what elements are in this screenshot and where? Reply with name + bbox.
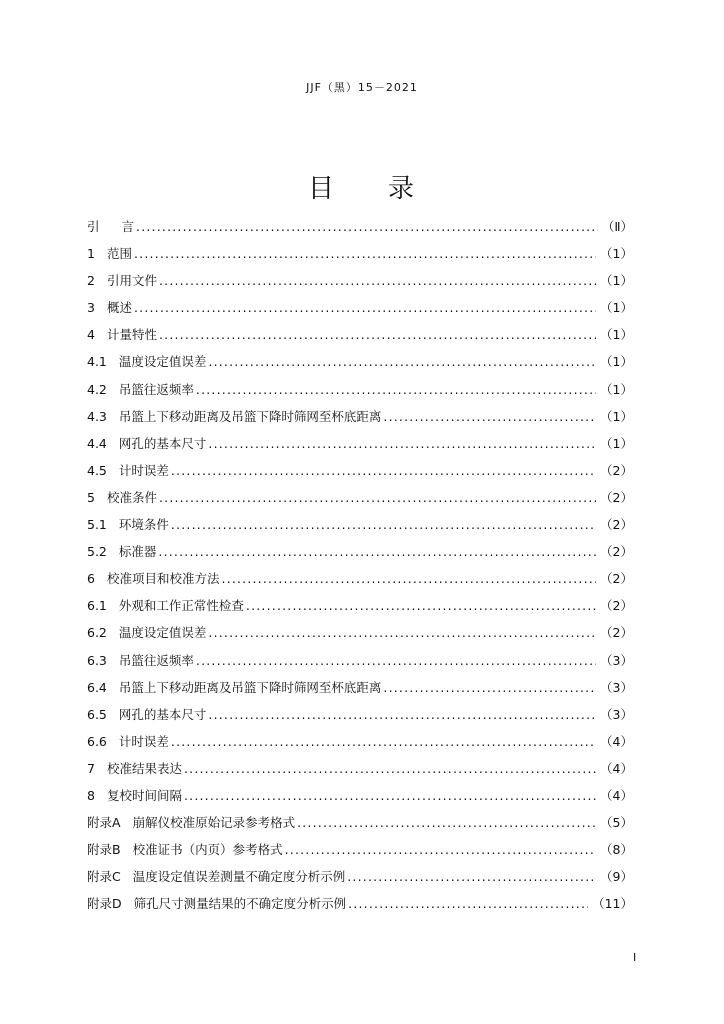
toc-entry-number: 6.4 [87, 679, 107, 695]
toc-leader-dots [136, 219, 598, 234]
toc-leader-dots [383, 680, 596, 695]
toc-entry-title: 筛孔尺寸测量结果的不确定度分析示例 [133, 896, 347, 912]
toc-entry-number: 4.4 [87, 435, 107, 451]
toc-entry[interactable] [87, 515, 633, 542]
toc-entry-number: 6.3 [87, 652, 107, 668]
toc-entry-page: （11） [592, 896, 633, 912]
toc-entry[interactable] [87, 705, 633, 732]
toc-entry[interactable] [87, 732, 633, 759]
toc-entry[interactable] [87, 488, 633, 515]
toc-entry-number: 6.5 [87, 706, 107, 722]
toc-entry-page: （2） [600, 571, 633, 587]
toc-entry-number: 引 [87, 219, 100, 234]
toc-title-char-2: 录 [388, 174, 417, 204]
toc-entry-page: （1） [600, 273, 633, 289]
toc-entry-title: 校准项目和校准方法 [106, 571, 220, 587]
toc-entry-number: 6.6 [87, 733, 107, 749]
toc-entry-title: 复校时间间隔 [106, 787, 182, 803]
toc-entry-page: （1） [600, 354, 633, 370]
toc-leader-dots [285, 842, 596, 857]
toc-entry-title: 吊篮往返频率 [118, 381, 194, 397]
toc-entry[interactable] [87, 596, 633, 623]
toc-entry-title: 计时误差 [118, 462, 169, 478]
toc-title [0, 168, 724, 205]
toc-entry[interactable] [87, 271, 633, 298]
toc-entry[interactable] [87, 678, 633, 705]
toc-entry[interactable] [87, 894, 633, 921]
toc-leader-dots [383, 409, 596, 424]
toc-entry-title: 计量特性 [106, 327, 157, 343]
toc-entry-page: （2） [600, 489, 633, 505]
toc-leader-dots [348, 896, 588, 911]
page-number: I [633, 951, 637, 964]
toc-entry-page: （4） [600, 733, 633, 749]
toc-leader-dots [208, 354, 596, 369]
toc-leader-dots [184, 788, 596, 803]
toc-entry-title: 网孔的基本尺寸 [118, 706, 207, 722]
toc-leader-dots [171, 463, 596, 478]
toc-entry[interactable] [87, 298, 633, 325]
toc-leader-dots [347, 869, 596, 884]
toc-entry-number: 附录D [87, 896, 122, 912]
toc-entry-title: 温度设定值误差 [118, 354, 207, 370]
toc-entry-number: 附录A [87, 815, 121, 831]
toc-entry-title: 崩解仪校准原始记录参考格式 [132, 815, 296, 831]
toc-entry[interactable] [87, 840, 633, 867]
toc-entry-number: 6.2 [87, 625, 107, 641]
toc-entry[interactable] [87, 786, 633, 813]
toc-entry[interactable] [87, 352, 633, 379]
toc-entry-page: （2） [600, 544, 633, 560]
toc-entry-page: （1） [600, 381, 633, 397]
toc-entry-title: 网孔的基本尺寸 [118, 435, 207, 451]
toc-leader-dots [134, 246, 596, 261]
toc-entry-page: （9） [600, 869, 633, 885]
toc-entry-page: （4） [600, 787, 633, 803]
toc-entry-number: 2 [87, 273, 95, 289]
toc-entry-title: 温度设定值误差测量不确定度分析示例 [132, 869, 346, 885]
toc-entry-page: （Ⅱ） [601, 219, 633, 234]
toc-entry-page: （4） [600, 760, 633, 776]
toc-leader-dots [246, 598, 596, 613]
toc-leader-dots [297, 815, 596, 830]
toc-entry-title: 范围 [106, 246, 132, 262]
toc-leader-dots [208, 707, 596, 722]
toc-entry[interactable] [87, 813, 633, 840]
toc-entry-page: （8） [600, 842, 633, 858]
document-code-header: JJF（黑）15－2021 [306, 81, 418, 94]
toc-entry-title: 计时误差 [118, 733, 169, 749]
toc-leader-dots [184, 761, 596, 776]
toc-entry-number: 5.1 [87, 517, 107, 533]
toc-entry-number: 5 [87, 489, 95, 505]
toc-leader-dots [134, 300, 596, 315]
toc-entry-title: 吊篮往返频率 [118, 652, 194, 668]
toc-entry-title: 外观和工作正常性检查 [118, 598, 244, 614]
toc-leader-dots [208, 436, 596, 451]
toc-leader-dots [171, 734, 596, 749]
toc-entry-title: 吊篮上下移动距离及吊篮下降时筛网至杯底距离 [118, 679, 382, 695]
toc-entry-title: 校准条件 [106, 489, 157, 505]
toc-entry-page: （2） [600, 598, 633, 614]
toc-entry-number: 7 [87, 760, 95, 776]
toc-entry[interactable] [87, 434, 633, 461]
toc-entry-title: 概述 [106, 300, 132, 316]
toc-entry[interactable] [87, 407, 633, 434]
toc-entry-number: 4.5 [87, 462, 107, 478]
toc-entry-number: 1 [87, 246, 95, 262]
toc-leader-dots [196, 382, 596, 397]
toc-entry-title: 温度设定值误差 [118, 625, 207, 641]
toc-entry-title: 标准器 [118, 544, 157, 560]
toc-entry[interactable] [87, 461, 633, 488]
toc-entry-page: （3） [600, 679, 633, 695]
toc-entry[interactable] [87, 325, 633, 352]
toc-entry-number: 6 [87, 571, 95, 587]
toc-entry-title: 环境条件 [118, 517, 169, 533]
toc-leader-dots [159, 327, 596, 342]
toc-entry[interactable] [87, 651, 633, 678]
toc-entry-number: 8 [87, 787, 95, 803]
toc-entry-number: 4.3 [87, 408, 107, 424]
toc-entry-title: 引用文件 [106, 273, 157, 289]
toc-leader-dots [158, 544, 596, 559]
toc-entry-page: （1） [600, 327, 633, 343]
toc-leader-dots [196, 653, 596, 668]
toc-entry[interactable] [87, 380, 633, 407]
toc-entry-title: 言 [121, 219, 135, 234]
toc-entry-number: 6.1 [87, 598, 107, 614]
toc-leader-dots [159, 273, 596, 288]
toc-entry-number: 4 [87, 327, 95, 343]
toc-entry-number: 附录C [87, 869, 121, 885]
table-of-contents [87, 217, 633, 921]
toc-entry-page: （1） [600, 435, 633, 451]
toc-leader-dots [221, 571, 596, 586]
toc-entry[interactable] [87, 759, 633, 786]
toc-entry-page: （3） [600, 706, 633, 722]
toc-entry-page: （2） [600, 625, 633, 641]
toc-entry-title: 吊篮上下移动距离及吊篮下降时筛网至杯底距离 [118, 408, 382, 424]
toc-title-char-1: 目 [307, 174, 336, 204]
toc-entry-page: （1） [600, 300, 633, 316]
toc-entry-page: （1） [600, 408, 633, 424]
toc-entry-number: 5.2 [87, 544, 107, 560]
toc-entry-number: 4.2 [87, 381, 107, 397]
toc-entry-title: 校准证书（内页）参考格式 [132, 842, 283, 858]
toc-entry-page: （1） [600, 246, 633, 262]
toc-entry-number: 3 [87, 300, 95, 316]
toc-leader-dots [171, 517, 596, 532]
toc-entry[interactable] [87, 867, 633, 894]
toc-entry-page: （2） [600, 517, 633, 533]
toc-leader-dots [159, 490, 596, 505]
toc-entry[interactable] [87, 569, 633, 596]
toc-entry-title: 校准结果表达 [106, 760, 182, 776]
toc-entry-page: （3） [600, 652, 633, 668]
toc-entry[interactable] [87, 244, 633, 271]
toc-entry[interactable] [87, 623, 633, 650]
toc-entry-number: 附录B [87, 842, 121, 858]
toc-entry[interactable] [87, 542, 633, 569]
toc-entry-page: （2） [600, 462, 633, 478]
toc-leader-dots [208, 625, 596, 640]
toc-entry[interactable] [87, 217, 633, 244]
toc-entry-page: （5） [600, 815, 633, 831]
toc-entry-number: 4.1 [87, 354, 107, 370]
